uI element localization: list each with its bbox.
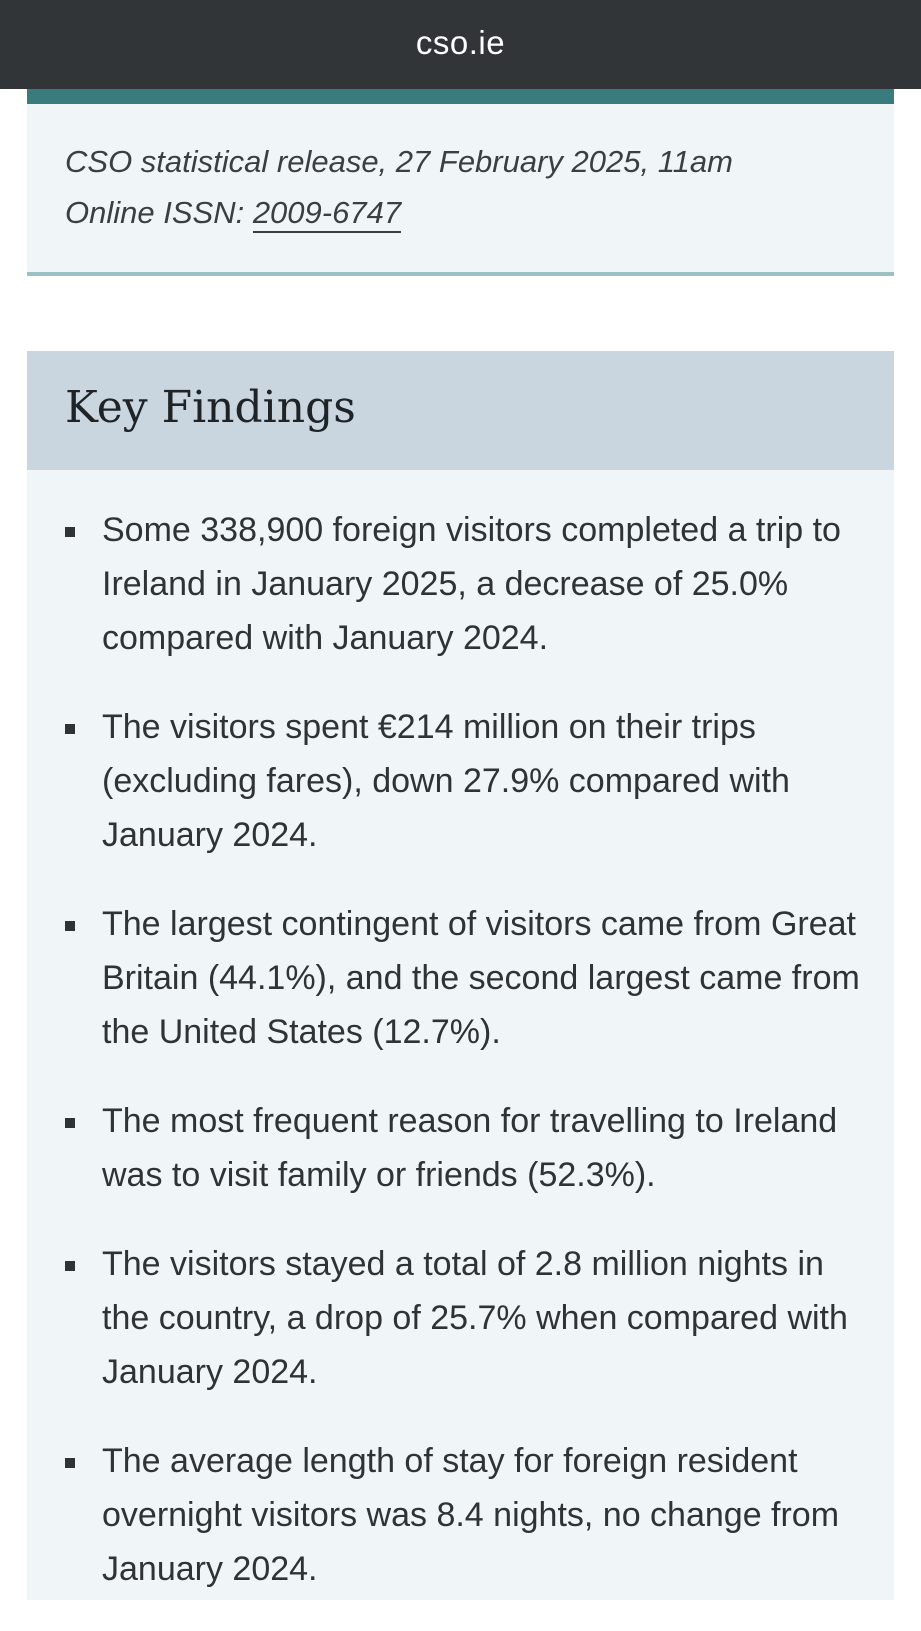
key-findings-header <box>27 351 894 470</box>
square-bullet-icon <box>65 1261 75 1271</box>
finding-text: The visitors spent €214 million on their trips (excluding fares), down 27.9% compared with January 2024. <box>102 708 790 854</box>
square-bullet-icon <box>65 527 75 537</box>
list-item <box>27 897 894 1059</box>
release-date-text: CSO statistical release, 27 February 2025, 11am <box>65 144 733 179</box>
list-item <box>27 700 894 862</box>
issn-line <box>65 195 401 231</box>
list-item <box>27 1094 894 1202</box>
finding-text: The most frequent reason for travelling to Ireland was to visit family or friends (52.3%). <box>102 1102 838 1194</box>
issn-label: Online ISSN: <box>65 195 253 230</box>
square-bullet-icon <box>65 1458 75 1468</box>
release-info-box <box>27 89 894 276</box>
key-findings-list <box>27 503 894 1631</box>
list-item <box>27 503 894 665</box>
square-bullet-icon <box>65 724 75 734</box>
finding-text: Some 338,900 foreign visitors completed a trip to Ireland in January 2025, a decrease of 25.0% compared with January 2024. <box>102 511 841 657</box>
finding-text: The largest contingent of visitors came from Great Britain (44.1%), and the second largest came from the United States (12.7%). <box>102 905 860 1051</box>
url-text: cso.ie <box>415 23 506 61</box>
finding-text: The average length of stay for foreign resident overnight visitors was 8.4 nights, no change from January 2024. <box>102 1442 840 1588</box>
list-item <box>27 1237 894 1399</box>
key-findings-title: Key Findings <box>65 382 356 433</box>
list-item <box>27 1434 894 1596</box>
square-bullet-icon <box>65 1118 75 1128</box>
browser-address-bar[interactable] <box>0 0 921 89</box>
finding-text: The visitors stayed a total of 2.8 million nights in the country, a drop of 25.7% when compared with January 2024. <box>102 1245 848 1391</box>
key-findings-section <box>27 351 894 1600</box>
issn-link[interactable]: 2009-6747 <box>253 195 401 233</box>
square-bullet-icon <box>65 921 75 931</box>
